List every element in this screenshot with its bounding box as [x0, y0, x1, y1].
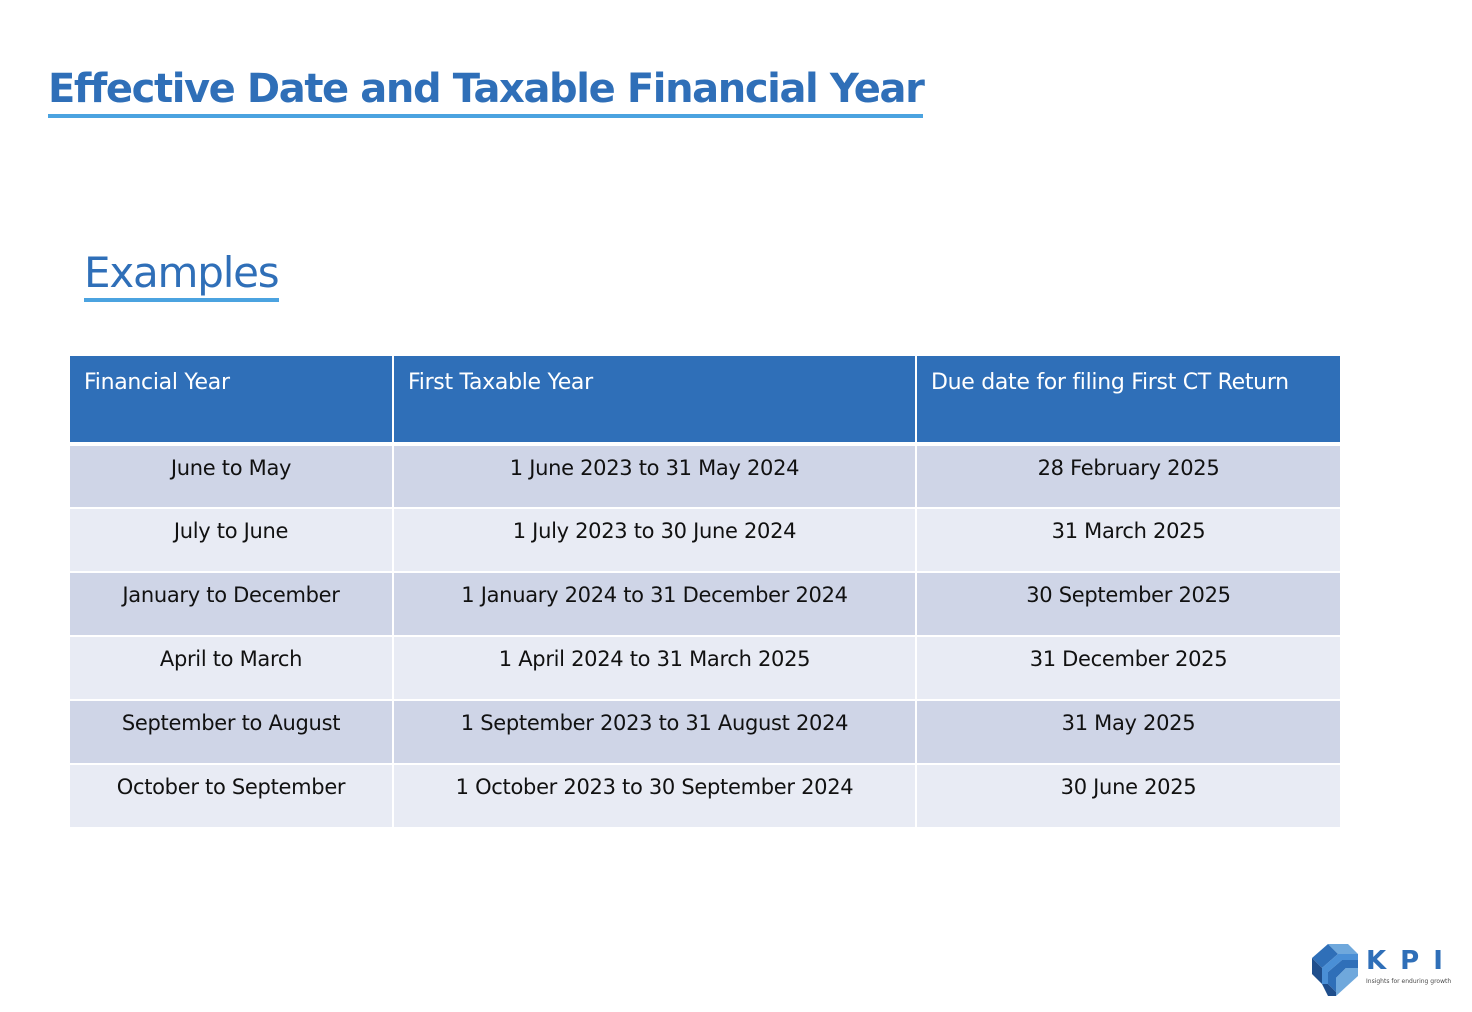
- table-row: [70, 444, 1340, 508]
- cell-due-date: 30 September 2025: [916, 572, 1340, 636]
- logo-tagline: Insights for enduring growth: [1366, 978, 1452, 985]
- cell-first-taxable-year: 1 September 2023 to 31 August 2024: [393, 700, 916, 764]
- cell-first-taxable-year: 1 January 2024 to 31 December 2024: [393, 572, 916, 636]
- cell-first-taxable-year: 1 April 2024 to 31 March 2025: [393, 636, 916, 700]
- cell-due-date: 30 June 2025: [916, 764, 1340, 828]
- cell-due-date: 31 December 2025: [916, 636, 1340, 700]
- header-due-date: Due date for filing First CT Return: [916, 356, 1340, 444]
- table-row: [70, 508, 1340, 572]
- header-financial-year: Financial Year: [70, 356, 393, 444]
- cell-first-taxable-year: 1 July 2023 to 30 June 2024: [393, 508, 916, 572]
- table-row: [70, 636, 1340, 700]
- kpi-logo: [1306, 942, 1457, 998]
- cell-first-taxable-year: 1 June 2023 to 31 May 2024: [393, 444, 916, 508]
- cell-financial-year: October to September: [70, 764, 393, 828]
- cell-due-date: 31 May 2025: [916, 700, 1340, 764]
- cell-due-date: 31 March 2025: [916, 508, 1340, 572]
- cell-financial-year: September to August: [70, 700, 393, 764]
- cell-due-date: 28 February 2025: [916, 444, 1340, 508]
- table-row: [70, 764, 1340, 828]
- section-heading-examples: Examples: [84, 248, 279, 302]
- table-row: [70, 572, 1340, 636]
- cell-first-taxable-year: 1 October 2023 to 30 September 2024: [393, 764, 916, 828]
- header-first-taxable-year: First Taxable Year: [393, 356, 916, 444]
- cell-financial-year: June to May: [70, 444, 393, 508]
- examples-table: [70, 356, 1340, 829]
- table-header-row: [70, 356, 1340, 444]
- page-title: Effective Date and Taxable Financial Year: [48, 64, 923, 118]
- table-row: [70, 700, 1340, 764]
- cell-financial-year: April to March: [70, 636, 393, 700]
- cell-financial-year: July to June: [70, 508, 393, 572]
- kpi-logo-mark-icon: [1306, 942, 1366, 998]
- logo-text: KPI: [1366, 946, 1457, 976]
- cell-financial-year: January to December: [70, 572, 393, 636]
